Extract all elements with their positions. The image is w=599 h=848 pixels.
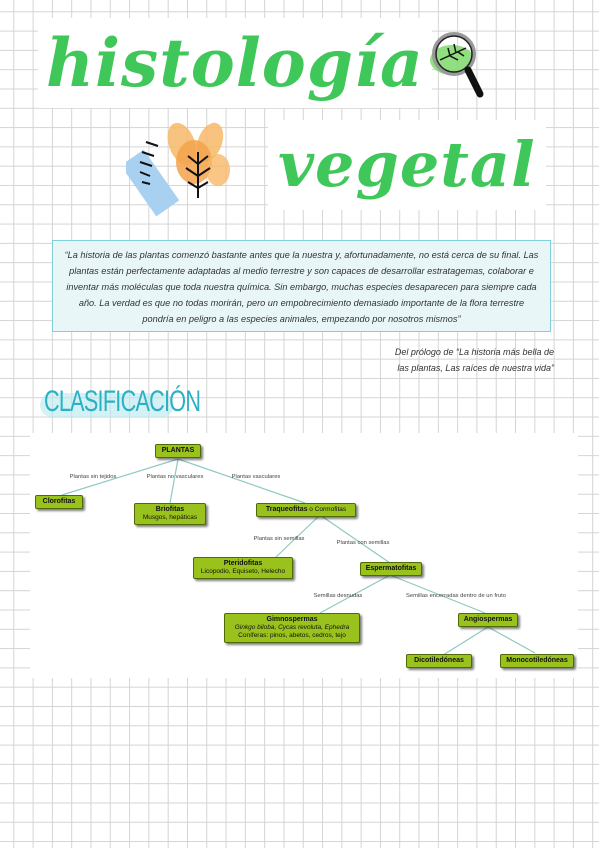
attribution-line-2: las plantas, Las raíces de nuestra vida” <box>397 363 554 373</box>
magnifier-leaf-icon <box>418 22 488 102</box>
link-sin-tejidos: Plantas sin tejidos <box>69 474 117 480</box>
node-angiospermas: Angiospermas <box>458 613 518 627</box>
classification-diagram <box>30 433 578 678</box>
link-semillas-encerradas: Semillas encerradas dentro de un fruto <box>406 593 506 599</box>
link-sin-semillas: Plantas sin semillas <box>253 536 305 542</box>
quote-attribution <box>382 344 554 376</box>
ruler-leaves-icon <box>126 112 236 217</box>
section-title: CLASIFICACIÓN <box>44 385 201 418</box>
node-clorofitas: Clorofitas <box>35 495 83 509</box>
node-monocotiledoneas: Monocotiledóneas <box>500 654 574 668</box>
link-vasculares: Plantas vasculares <box>231 474 281 480</box>
node-espermatofitas: Espermatofitas <box>360 562 422 576</box>
quote-box: “La historia de las plantas comenzó bastante antes que la nuestra y, afortunadamente, no está cerca de su final. Las plantas están perfectamente adaptadas al medio terrestre y son capaces de desarrollar estratagemas, colaborar e inventar más moléculas que toda nuestra química. Sin embargo, muchas especies desaparecen para siempre cada año. La verdad es que no todas morirán, pero un empobrecimiento demasiado importante de la flora terrestre pondría en peligro a las especies animales, empezando por nosotros mismos” <box>52 240 551 332</box>
connector-briofitas <box>170 459 178 503</box>
node-pteridofitas: Pteridofitas Licopodio, Equiseto, Helecho <box>193 557 293 579</box>
title-line-2: vegetal <box>268 120 546 210</box>
connector-espermatofitas <box>320 515 390 563</box>
link-no-vasculares: Plantas no vasculares <box>146 474 204 480</box>
connector-traqueofitas <box>178 459 305 503</box>
link-semillas-desnudas: Semillas desnudas <box>313 593 363 599</box>
node-briofitas: Briofitas Musgos, hepáticas <box>134 503 206 525</box>
title-line-1: histología <box>38 18 432 108</box>
node-gimnospermas: Gimnospermas Ginkgo biloba, Cycas revoluta, Ephedra Coníferas: pinos, abetos, cedros, tejo <box>224 613 360 643</box>
attribution-line-1: Del prólogo de “La historia más bella de <box>394 347 554 357</box>
node-dicotiledoneas: Dicotiledóneas <box>406 654 472 668</box>
link-con-semillas: Plantas con semillas <box>336 540 390 546</box>
connector-dicotiledoneas <box>440 627 488 657</box>
connector-monocotiledoneas <box>488 627 535 653</box>
node-plantas: PLANTAS <box>155 444 201 458</box>
node-traqueofitas: Traqueofitas o Cormofitas <box>256 503 356 517</box>
